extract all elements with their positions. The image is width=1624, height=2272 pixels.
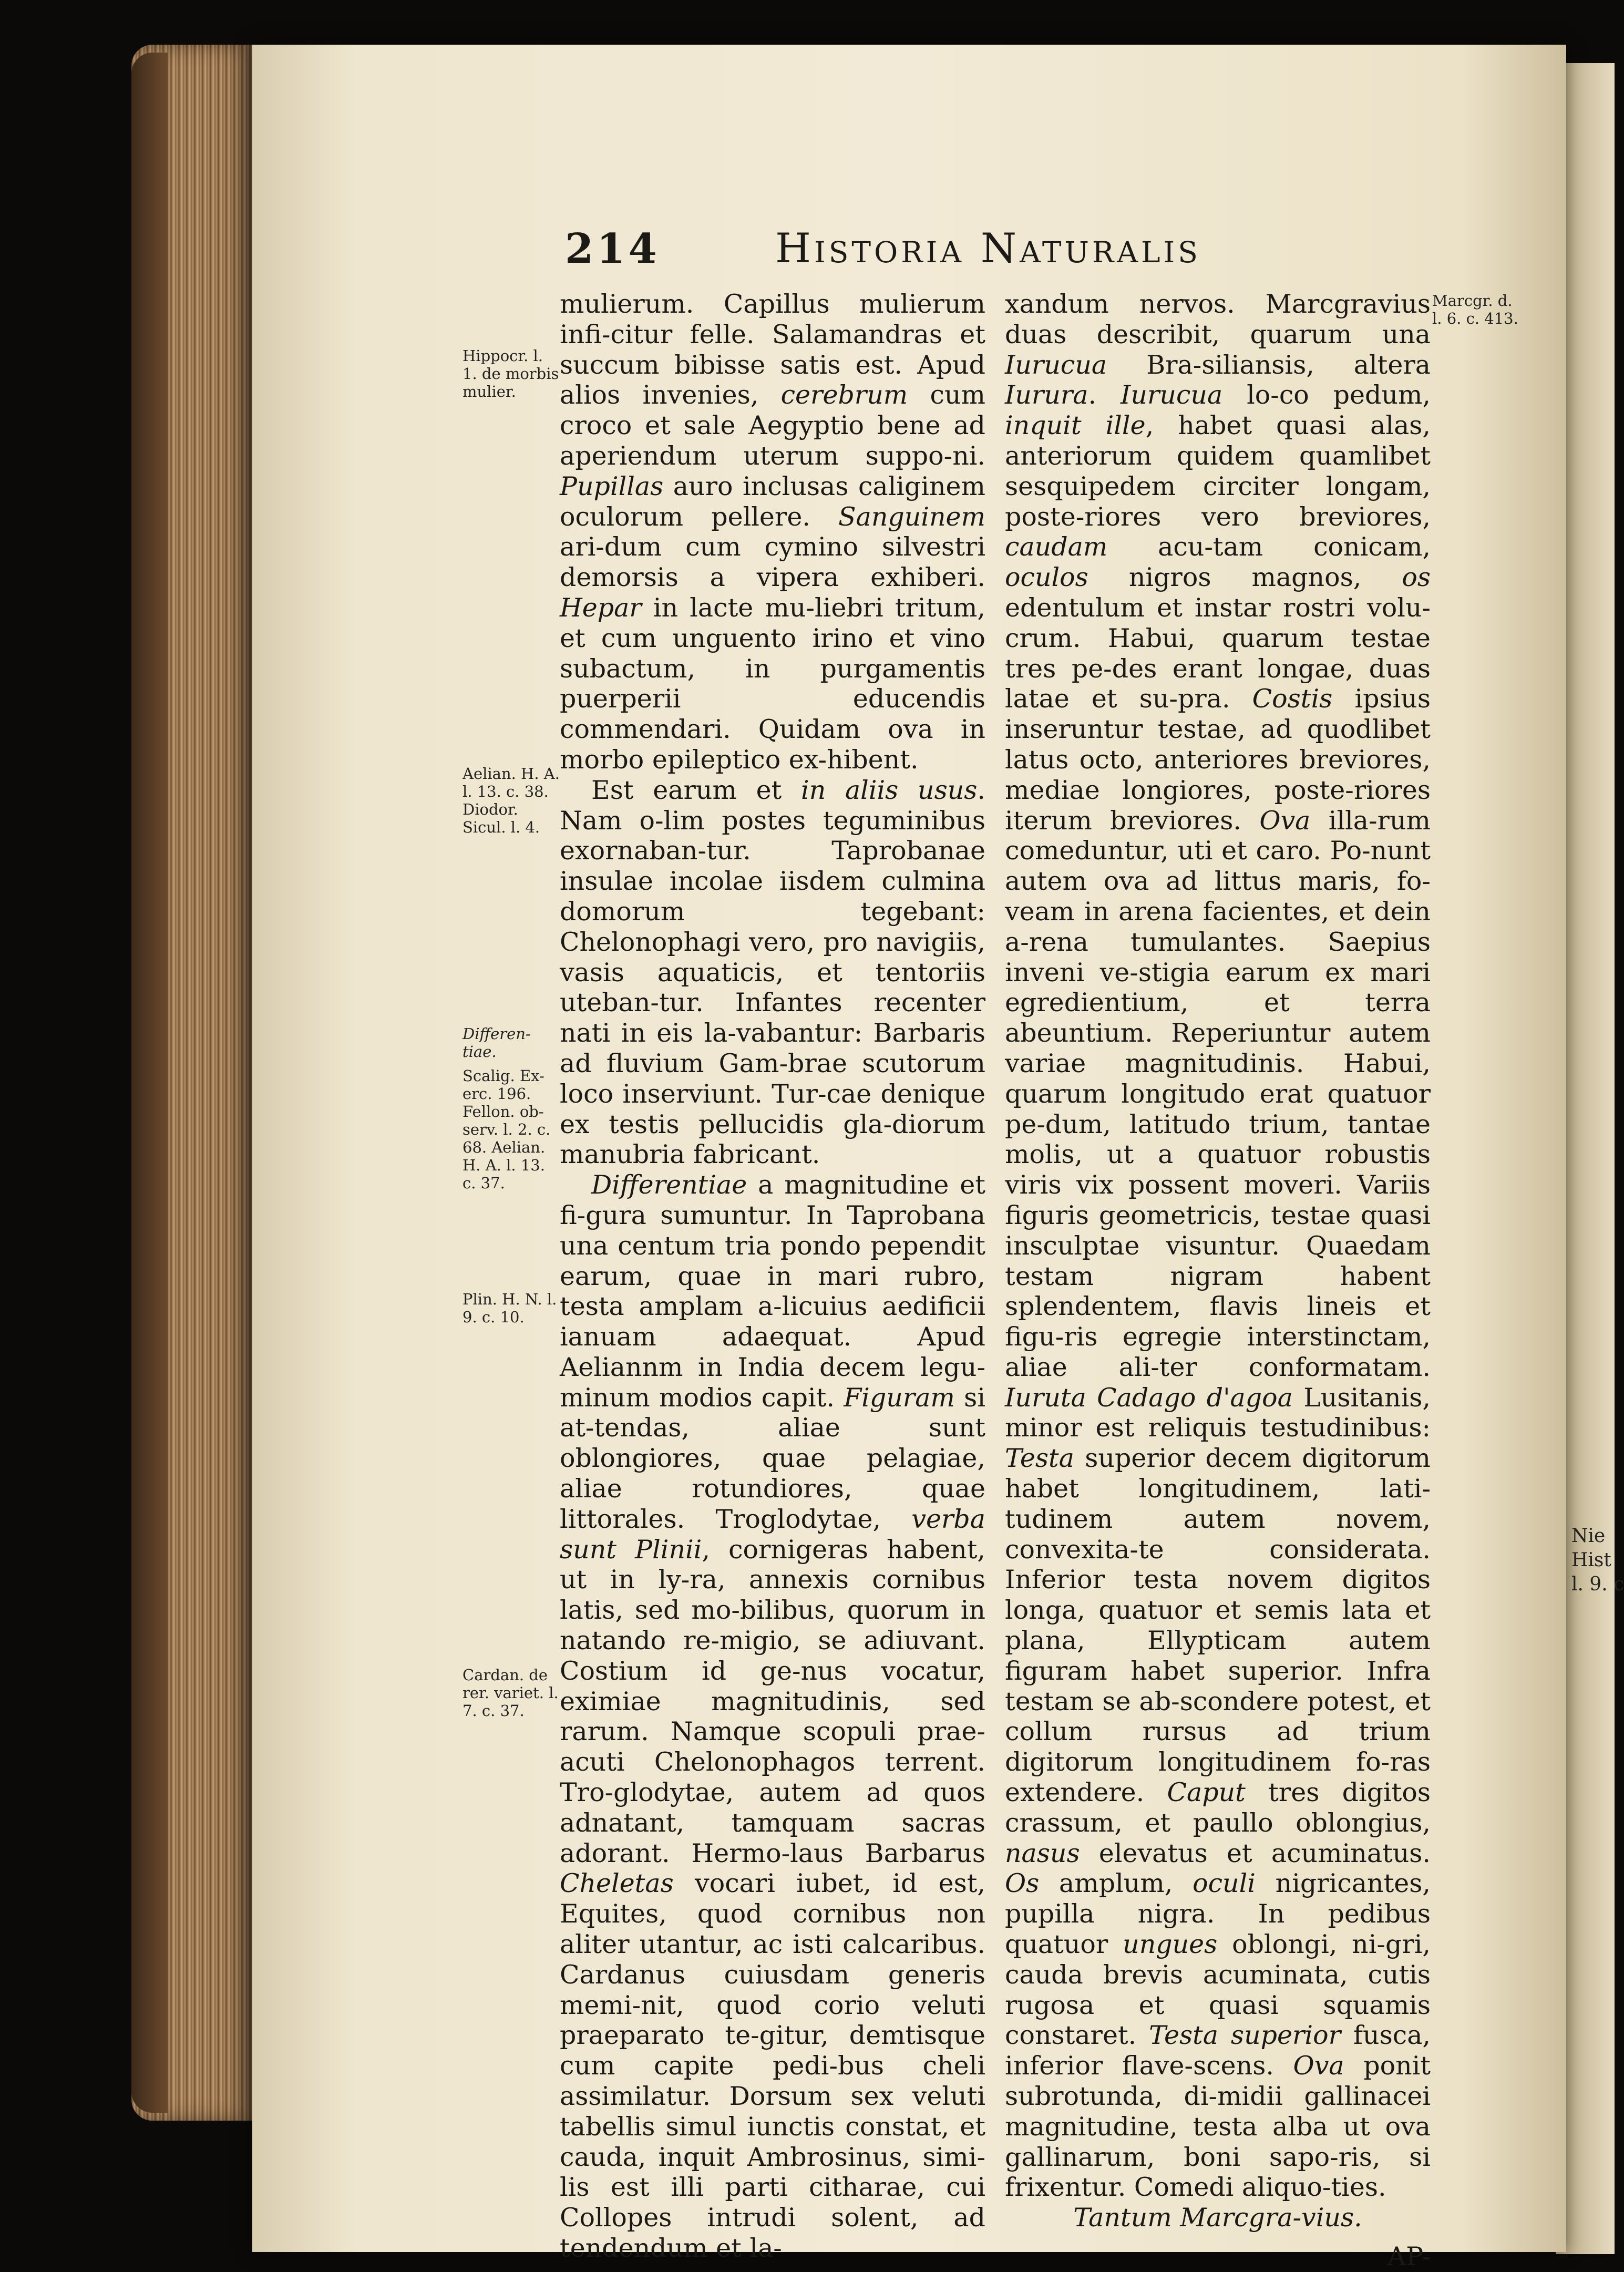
left-paragraph-1: mulierum. Capillus mulierum infi-citur felle. Salamandras et succum bibisse satis est. Apud alios invenies, cerebrum cum croco et sale Aegyptio bene ad aperiendum uterum suppo-ni. Pupillas auro inclusas caliginem oculorum pellere. Sanguinem ari-dum cum cymino silvestri demorsis a vipera exhiberi. Hepar in lacte mu-liebri tritum, et cum unguento irino et vino subactum, in purgamentis puerperii educendis commendari. Quidam ova in morbo epileptico ex-hibent. — [560, 289, 985, 775]
page-number: 214 — [565, 225, 660, 273]
margin-note-scalig: Scalig. Ex-erc. 196. Fellon. ob-serv. l. 2. c. 68. Aelian. H. A. l. 13. c. 37. — [462, 1067, 551, 1192]
next-page-fragment-3: l. 9. c — [1571, 1574, 1624, 1595]
left-paragraph-2: Est earum et in aliis usus. Nam o-lim postes teguminibus exornaban-tur. Taprobanae insulae incolae iisdem culmina domorum tegebant: Chelonophagi vero, pro navigiis, vasis aquaticis, et tentoriis uteban-tur. Infantes recenter nati in eis la-vabantur: Barbaris ad fluvium Gam-brae scutorum loco inserviunt. Tur-cae denique ex testis pellucidis gla-diorum manubria fabricant. — [560, 775, 985, 1170]
next-page-fragment-2: Hist — [1571, 1549, 1611, 1571]
margin-note-hippocr: Hippocr. l. 1. de morbis mulier. — [462, 347, 559, 400]
margin-note-differentiae: Differen-tiae. — [462, 1025, 531, 1061]
right-text-column — [1005, 289, 1431, 2272]
running-header — [0, 225, 1615, 283]
left-text-column — [560, 289, 985, 2264]
book-cover — [131, 53, 168, 2113]
right-paragraph-1: xandum nervos. Marcgravius duas describit, quarum una Iurucua Bra-siliansis, altera Iurura. Iurucua lo-co pedum, inquit ille, habet quasi alas, anteriorum quidem quamlibet sesquipedem circiter longam, poste-riores vero breviores, caudam acu-tam conicam, oculos nigros magnos, os edentulum et instar rostri volu-crum. Habui, quarum testae tres pe-des erant longae, duas latae et su-pra. Costis ipsius inseruntur testae, ad quodlibet latus octo, anteriores breviores, mediae longiores, poste-riores iterum breviores. Ova illa-rum comeduntur, uti et caro. Po-nunt autem ova ad littus maris, fo-veam in arena facientes, et dein a-rena tumulantes. Saepius inveni ve-stigia earum ex mari egredientium, et terra abeuntium. Reperiuntur autem variae magnitudinis. Habui, quarum longitudo erat quatuor pe-dum, latitudo trium, tantae molis, ut a quatuor robustis viris vix possent moveri. Variis figuris geometricis, testae quasi insculptae visuntur. Quaedam testam nigram habent splendentem, flavis lineis et figu-ris egregie interstinctam, aliae ali-ter conformatam. Iuruta Cadago d'agoa Lusitanis, minor est reliquis testudinibus: Testa superior decem digitorum habet longitudinem, lati-tudinem autem novem, convexita-te considerata. Inferior testa novem digitos longa, quatuor et semis lata et plana, Ellypticam autem figuram habet superior. Infra testam se ab-scondere potest, et collum rursus ad trium digitorum longitudinem fo-ras extendere. Caput tres digitos crassum, et paullo oblongius, nasus elevatus et acuminatus. Os amplum, oculi nigricantes, pupilla nigra. In pedibus quatuor ungues oblongi, ni-gri, cauda brevis acuminata, cutis rugosa et quasi squamis constaret. Testa superior fusca, inferior flave-scens. Ova ponit subrotunda, di-midii gallinacei magnitudine, testa alba ut ova gallinarum, boni sapo-ris, si frixentur. Comedi aliquo-ties. — [1005, 289, 1431, 2203]
margin-note-plin: Plin. H. N. l. 9. c. 10. — [462, 1290, 557, 1326]
margin-note-aelian: Aelian. H. A. l. 13. c. 38. Diodor. Sicul. l. 4. — [462, 765, 560, 836]
next-page-fragment-1: Nie — [1571, 1525, 1606, 1547]
margin-note-marcgr: Marcgr. d. l. 6. c. 413. — [1432, 292, 1518, 327]
right-closing-line: Tantum Marcgra-vius. — [1073, 2203, 1362, 2233]
catchword: AP- — [1387, 2242, 1431, 2271]
running-title: Historia Naturalis — [775, 225, 1201, 272]
left-paragraph-3: Differentiae a magnitudine et fi-gura sumuntur. In Taprobana una centum tria pondo pependit earum, quae in mari rubro, testa amplam a-licuius aedificii ianuam adaequat. Apud Aeliannm in India decem legu-minum modios capit. Figuram si at-tendas, aliae sunt oblongiores, quae pelagiae, aliae rotundiores, quae littorales. Troglodytae, verba sunt Plinii, cornigeras habent, ut in ly-ra, annexis cornibus latis, sed mo-bilibus, quorum in natando re-migio, se adiuvant. Costium id ge-nus vocatur, eximiae magnitudinis, sed rarum. Namque scopuli prae-acuti Chelonophagos terrent. Tro-glodytae, autem ad quos adnatant, tamquam sacras adorant. Hermo-laus Barbarus Cheletas vocari iubet, id est, Equites, quod cornibus non aliter utantur, ac isti calcaribus. Cardanus cuiusdam generis memi-nit, quod corio veluti praeparato te-gitur, demtisque cum capite pedi-bus cheli assimilatur. Dorsum sex veluti tabellis simul iunctis constat, et cauda, inquit Ambrosinus, simi-lis est illi parti citharae, cui Collopes intrudi solent, ad tendendum et la- — [560, 1170, 985, 2263]
margin-note-cardan: Cardan. de rer. variet. l. 7. c. 37. — [462, 1666, 559, 1720]
